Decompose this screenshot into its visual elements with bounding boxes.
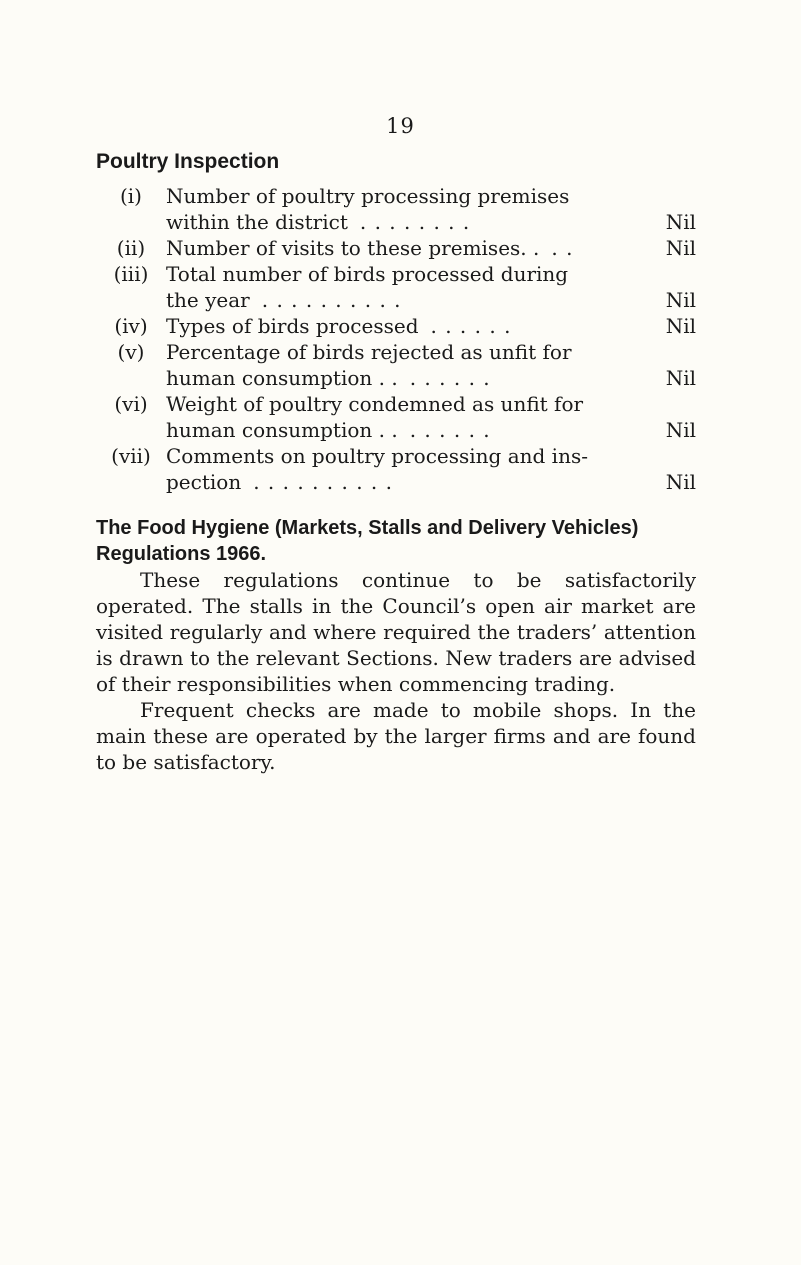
item-last-line bbox=[166, 235, 696, 261]
item-value: Nil bbox=[665, 470, 696, 494]
item-line: pection bbox=[166, 470, 242, 494]
item-line: Types of birds processed bbox=[166, 314, 419, 338]
item-number: (vii) bbox=[111, 444, 151, 468]
food-hygiene-heading bbox=[96, 515, 696, 567]
heading-line: The Food Hygiene (Markets, Stalls and Delivery Vehicles) bbox=[96, 517, 639, 539]
item-last-line bbox=[166, 209, 696, 235]
list-item bbox=[96, 443, 696, 495]
item-value: Nil bbox=[665, 288, 696, 312]
item-line: human consumption . . bbox=[166, 366, 398, 390]
dot-leader: . . . . . . bbox=[409, 366, 491, 390]
item-line: Weight of poultry condemned as unfit for bbox=[166, 392, 584, 416]
body-paragraph: These regulations continue to be satisfactorily operated. The stalls in the Council’s open air market are visited regularly and where required the traders’ attention is drawn to the relevant Sections. New traders are advised of their responsibilities when commencing trading. bbox=[96, 568, 696, 696]
item-number: (iii) bbox=[113, 262, 149, 286]
item-last-line bbox=[166, 365, 696, 391]
item-number: (vi) bbox=[114, 392, 148, 416]
item-text bbox=[166, 313, 696, 339]
page-number: 19 bbox=[386, 114, 415, 138]
item-text bbox=[166, 183, 696, 235]
item-line: Percentage of birds rejected as unfit for bbox=[166, 340, 572, 364]
page-content bbox=[96, 148, 696, 775]
dot-leader: . . bbox=[551, 236, 574, 260]
item-value: Nil bbox=[665, 366, 696, 390]
item-line: the year bbox=[166, 288, 250, 312]
item-value: Nil bbox=[665, 236, 696, 260]
list-item bbox=[96, 339, 696, 391]
item-line: Number of visits to these premises. . bbox=[166, 236, 540, 260]
list-item bbox=[96, 261, 696, 313]
poultry-items-list bbox=[96, 183, 696, 495]
list-item bbox=[96, 183, 696, 235]
dot-leader: . . . . . . . . . . bbox=[261, 288, 402, 312]
item-text bbox=[166, 235, 696, 261]
item-text bbox=[166, 261, 696, 313]
item-line: Total number of birds processed during bbox=[166, 262, 569, 286]
heading-line: Regulations 1966. bbox=[96, 543, 267, 565]
item-last-line bbox=[166, 313, 696, 339]
list-item bbox=[96, 313, 696, 339]
item-line: human consumption . . bbox=[166, 418, 398, 442]
body-paragraph: Frequent checks are made to mobile shops. In the main these are operated by the larger firms and are found to be satisfactory. bbox=[96, 698, 696, 774]
list-item bbox=[96, 391, 696, 443]
item-number: (i) bbox=[119, 184, 142, 208]
item-value: Nil bbox=[665, 314, 696, 338]
item-number: (v) bbox=[117, 340, 145, 364]
item-text bbox=[166, 391, 696, 443]
item-value: Nil bbox=[665, 210, 696, 234]
item-last-line bbox=[166, 469, 696, 495]
list-item bbox=[96, 235, 696, 261]
item-line: Comments on poultry processing and ins- bbox=[166, 444, 588, 468]
item-number: (iv) bbox=[114, 314, 148, 338]
poultry-inspection-heading: Poultry Inspection bbox=[96, 150, 280, 173]
item-last-line bbox=[166, 417, 696, 443]
item-line: within the district bbox=[166, 210, 348, 234]
item-text bbox=[166, 443, 696, 495]
food-hygiene-section bbox=[96, 515, 696, 775]
dot-leader: . . . . . . . . bbox=[359, 210, 471, 234]
item-number: (ii) bbox=[116, 236, 146, 260]
item-line: Number of poultry processing premises bbox=[166, 184, 570, 208]
dot-leader: . . . . . . bbox=[430, 314, 512, 338]
dot-leader: . . . . . . . . . . bbox=[253, 470, 393, 494]
item-value: Nil bbox=[665, 418, 696, 442]
item-last-line bbox=[166, 287, 696, 313]
item-text bbox=[166, 339, 696, 391]
dot-leader: . . . . . . bbox=[409, 418, 491, 442]
